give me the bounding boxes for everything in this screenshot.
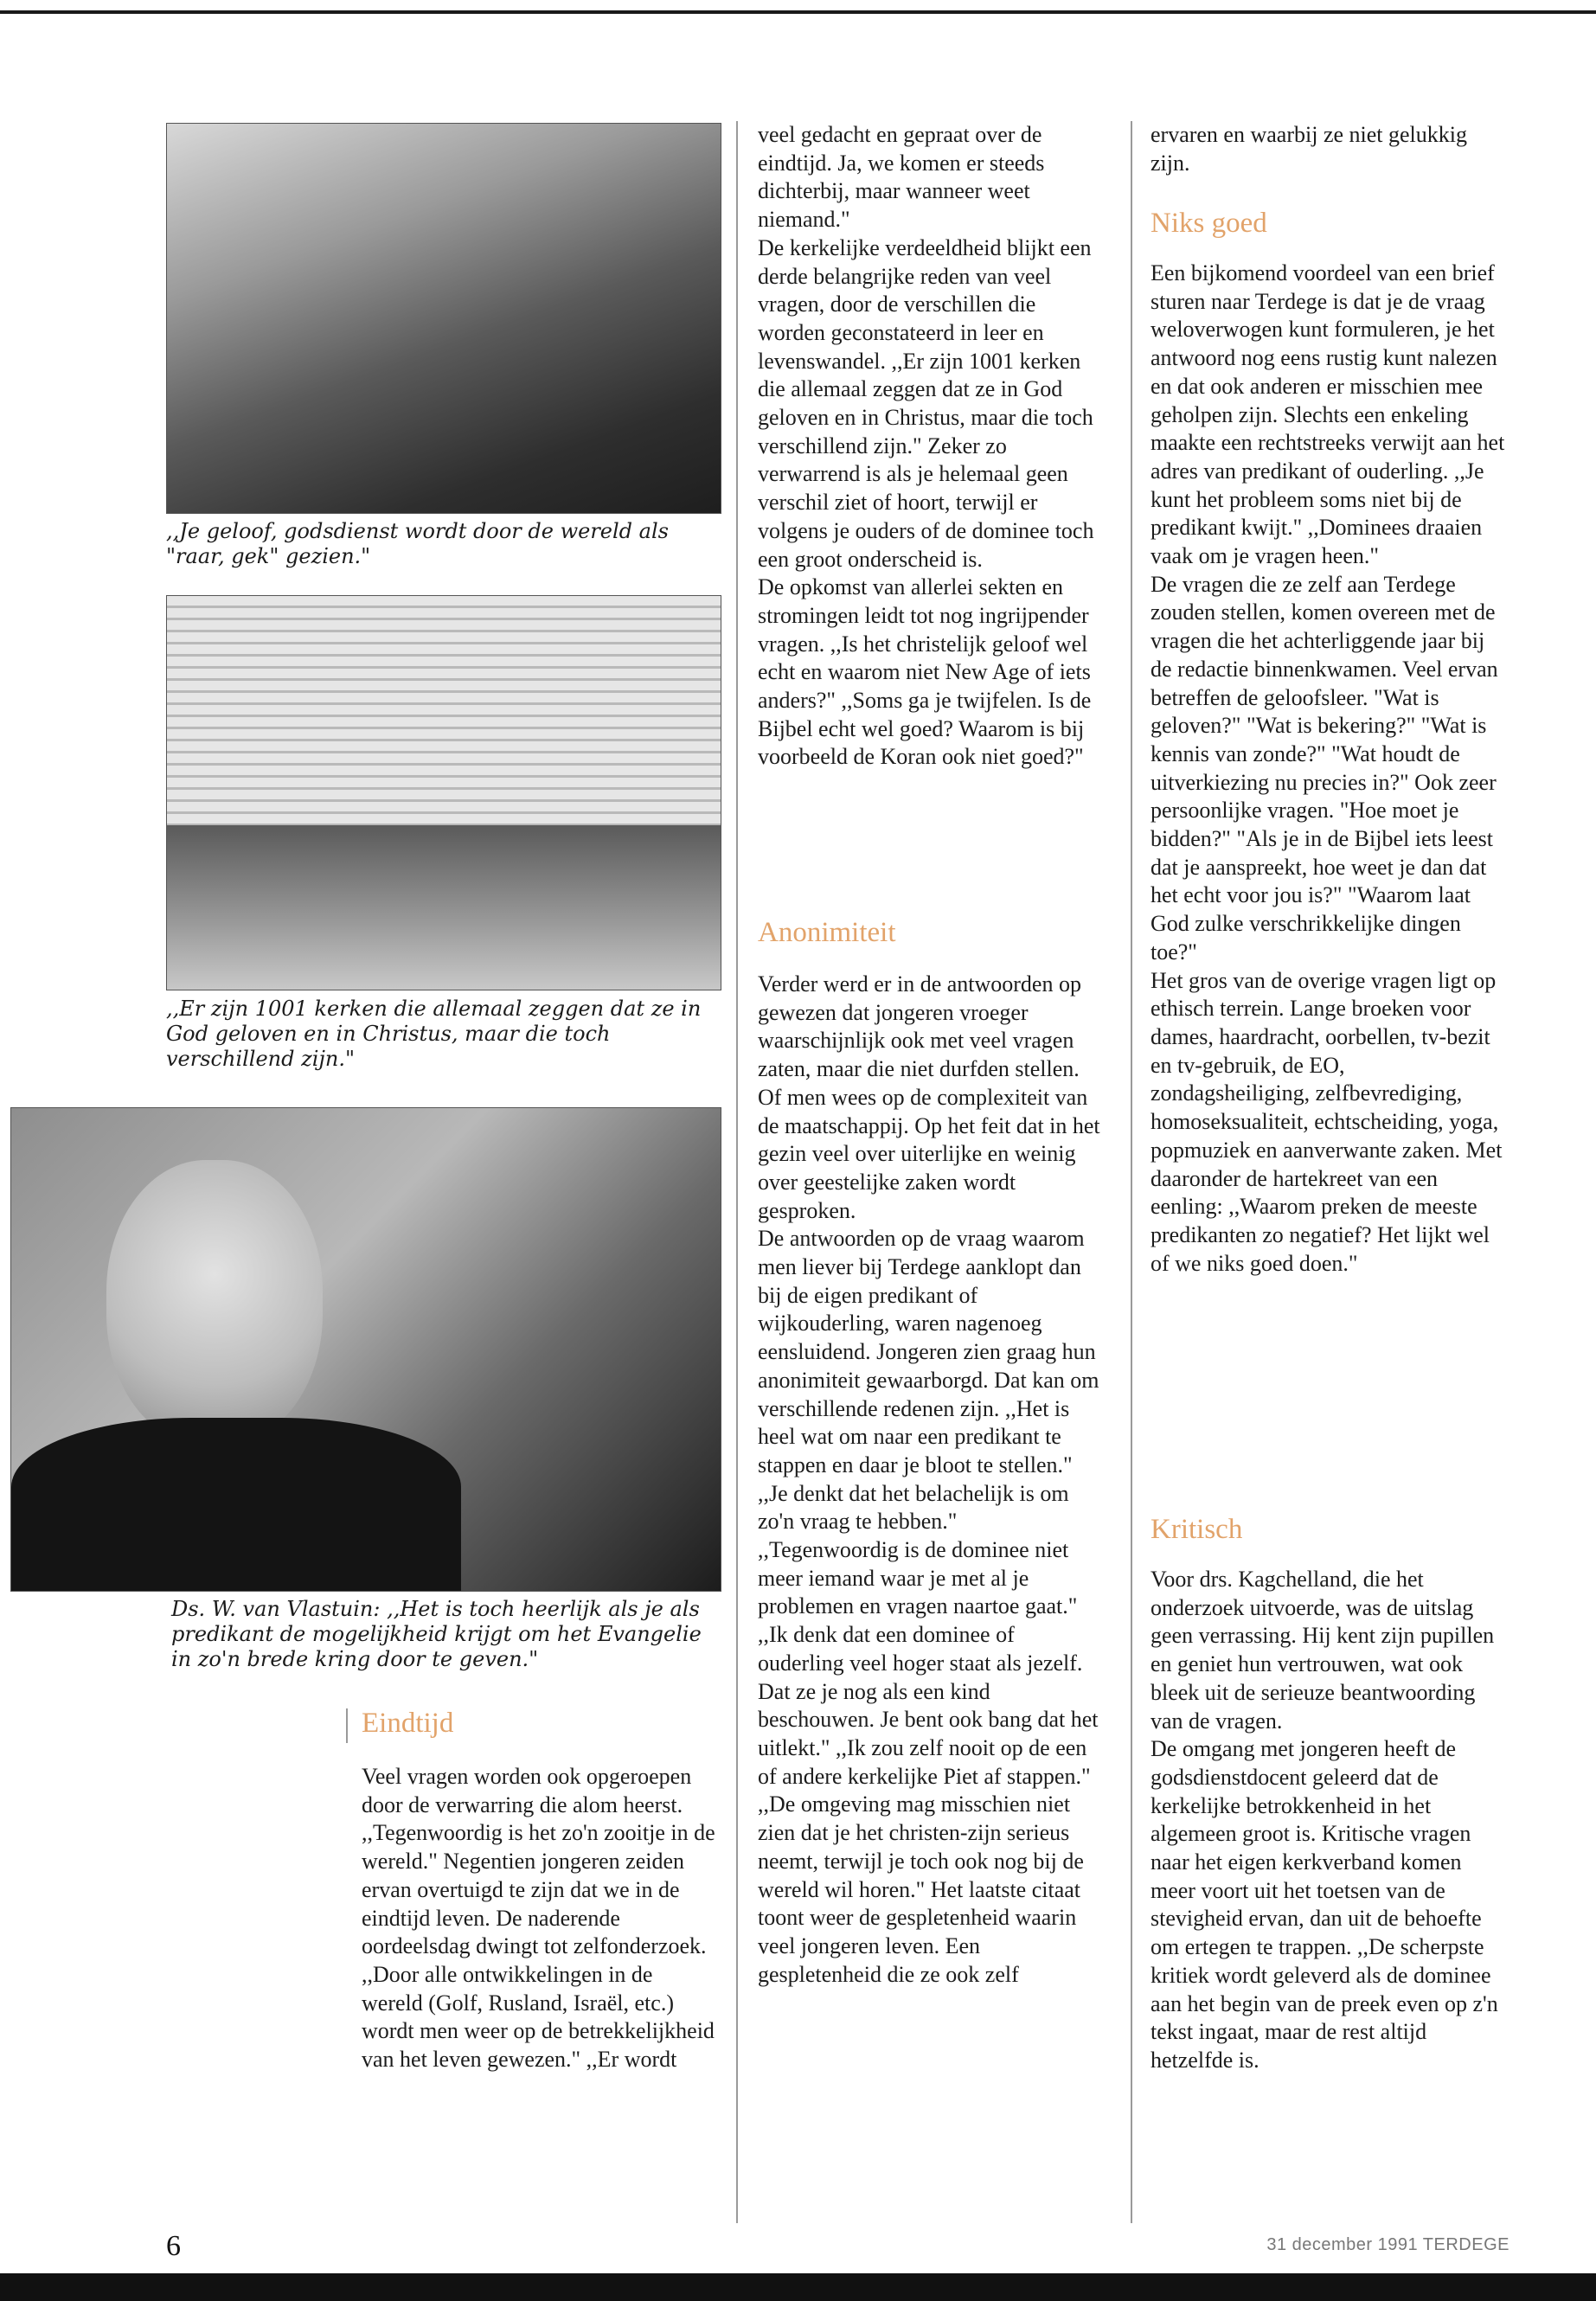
heading-eindtijd: Eindtijd: [362, 1708, 454, 1739]
col1-text: [362, 1763, 716, 2074]
issue-footer: 31 december 1991 TERDEGE: [1266, 2235, 1509, 2254]
col2-paragraph: De opkomst van allerlei sekten en stromingen leidt tot nog ingrijpender vragen. ,,Is het christelijk geloof wel echt en waarom niet New Age of iets anders?" ,,Soms ga je twijfelen. Is de Bijbel echt wel goed? Waarom is bij voorbeeld de Koran ook niet goed?": [758, 574, 1092, 770]
photo-boys-in-class: [166, 595, 721, 990]
col2-paragraph: De kerkelijke verdeeldheid blijkt een derde belangrijke reden van veel vragen, door de verschillen die worden geconstateerd in leer en levenswandel. ,,Er zijn 1001 kerken die allemaal zeggen dat ze in God geloven en in Christus, maar die toch verschillend zijn." Zeker zo verwarrend is als je helemaal geen verschil ziet of hoort, terwijl er volgens je ouders of de dominee toch een groot onderscheid is.: [758, 234, 1094, 572]
photo2-caption: ,,Er zijn 1001 kerken die allemaal zeggen dat ze in God geloven en in Christus, maar die toch verschillend zijn.": [166, 997, 702, 1071]
col3-paragraph: De omgang met jongeren heeft de godsdienstdocent geleerd dat de kerkelijke betrokkenheid in het algemeen groot is. Kritische vragen naar het eigen kerkverband komen meer voort uit het toetsen van de stevigheid ervan, dan uit de behoefte om ertegen te trappen. ,,De scherpste kritiek wordt geleverd als de dominee aan het begin van de preek even op z'n tekst ingaat, maar de rest altijd hetzelfde is.: [1151, 1736, 1498, 2073]
col3-paragraph: ervaren en waarbij ze niet gelukkig zijn.: [1151, 122, 1467, 176]
col2-paragraph: ,,Tegenwoordig is de dominee niet meer iemand waar je met al je problemen en vragen naartoe gaat." ,,Ik denk dat een dominee of ouderling veel hoger staat als jezelf. Dat ze je nog als een kind beschouwen. Je bent ook bang dat het uitlekt." ,,Ik zou zelf nooit op de een of andere kerkelijke Piet af stappen." ,,De omgeving mag misschien niet zien dat je het christen-zijn serieus neemt, terwijl je toch ook nog bij de wereld wil horen." Het laatste citaat toont weer de gespletenheid waarin veel jongeren leven. Een gespletenheid die ze ook zelf: [758, 1537, 1099, 1987]
col2-text-bottom: [758, 971, 1104, 1989]
col2-text-top: [758, 121, 1104, 772]
heading-kritisch: Kritisch: [1151, 1514, 1243, 1545]
top-rule: [0, 10, 1596, 14]
photo-ds-van-vlastuin: [10, 1107, 721, 1592]
col2-paragraph: De antwoorden op de vraag waarom men liever bij Terdege aanklopt dan bij de eigen predikant of wijkouderling, waren nagenoeg eensluidend. Jongeren zien graag hun anonimiteit gewaarborgd. Dat kan om verschillende redenen zijn. ,,Het is heel wat om naar een predikant te stappen en daar je bloot te stellen." ,,Je denkt dat het belachelijk is om zo'n vraag te hebben.": [758, 1226, 1099, 1535]
col1-paragraph: Veel vragen worden ook opgeroepen door de verwarring die alom heerst. ,,Tegenwoordig is het zo'n zooitje in de wereld." Negentien jongeren zeiden ervan overtuigd te zijn dat we in de eindtijd leven. De naderende oordeelsdag dwingt tot zelfonderzoek. ,,Door alle ontwikkelingen in de wereld (Golf, Rusland, Israël, etc.) wordt men weer op de betrekkelijkheid van het leven gewezen." ,,Er wordt: [362, 1764, 715, 2073]
col2-paragraph: Verder werd er in de antwoorden op gewezen dat jongeren vroeger waarschijnlijk ook met veel vragen zaten, maar die niet durfden stellen. Of men wees op de complexiteit van de maatschappij. Op het feit dat in het gezin veel over uiterlijke en weinig over geestelijke zaken wordt gesproken.: [758, 971, 1100, 1223]
col3-text-top: [1151, 121, 1509, 177]
photo3-caption: Ds. W. van Vlastuin: ,,Het is toch heerlijk als je als predikant de mogelijkheid krijgt om het Evangelie in zo'n brede kring door te geven.": [171, 1597, 702, 1671]
col3-text-bottom: [1151, 1566, 1509, 2075]
page-number: 6: [166, 2230, 181, 2262]
bottom-rule: [0, 2273, 1596, 2301]
column-divider: [736, 121, 738, 2223]
heading-niks-goed: Niks goed: [1151, 208, 1267, 239]
column-divider: [1131, 121, 1132, 2223]
photo-girl-in-class: [166, 123, 721, 514]
col3-paragraph: Het gros van de overige vragen ligt op ethisch terrein. Lange broeken voor dames, haardracht, oorbellen, tv-bezit en tv-gebruik, de EO, zondagsheiliging, zelfbevrediging, homoseksualiteit, echtscheiding, yoga, popmuziek en aanverwante zaken. Met daaronder de hartekreet van een eenling: ,,Waarom preken de meeste predikanten zo negatief? Het lijkt wel of we niks goed doen.": [1151, 967, 1503, 1276]
col2-paragraph: veel gedacht en gepraat over de eindtijd. Ja, we komen er steeds dichterbij, maar wanneer weet niemand.": [758, 122, 1045, 233]
heading-anonimiteit: Anonimiteit: [758, 917, 896, 948]
photo1-caption: ,,Je geloof, godsdienst wordt door de wereld als "raar, gek" gezien.": [166, 519, 669, 568]
col3-paragraph: Een bijkomend voordeel van een brief sturen naar Terdege is dat je de vraag weloverwogen kunt formuleren, je het antwoord nog eens rustig kunt nalezen en dat ook anderen er misschien mee geholpen zijn. Slechts een enkeling maakte een rechtstreeks verwijt aan het adres van predikant of ouderling. ,,Je kunt het probleem soms niet bij de predikant kwijt." ,,Dominees draaien vaak om je vragen heen.": [1151, 260, 1505, 569]
column-divider: [346, 1708, 348, 1743]
col3-paragraph: De vragen die ze zelf aan Terdege zouden stellen, komen overeen met de vragen die het achterliggende jaar bij de redactie binnenkwamen. Veel ervan betreffen de geloofsleer. "Wat is geloven?" "Wat is bekering?" "Wat is kennis van zonde?" "Wat houdt de uitverkiezing nu precies in?" Ook zeer persoonlijke vragen. "Hoe moet je bidden?" "Als je in de Bijbel iets leest dat je aanspreekt, hoe weet je dan dat het echt voor jou is?" "Waarom laat God zulke verschrikkelijke dingen toe?": [1151, 571, 1498, 965]
col3-text-middle: [1151, 260, 1509, 1278]
col3-paragraph: Voor drs. Kagchelland, die het onderzoek uitvoerde, was de uitslag geen verrassing. Hij kent zijn pupillen en geniet hun vertrouwen, wat ook bleek uit de serieuze beantwoording van de vragen.: [1151, 1567, 1495, 1734]
